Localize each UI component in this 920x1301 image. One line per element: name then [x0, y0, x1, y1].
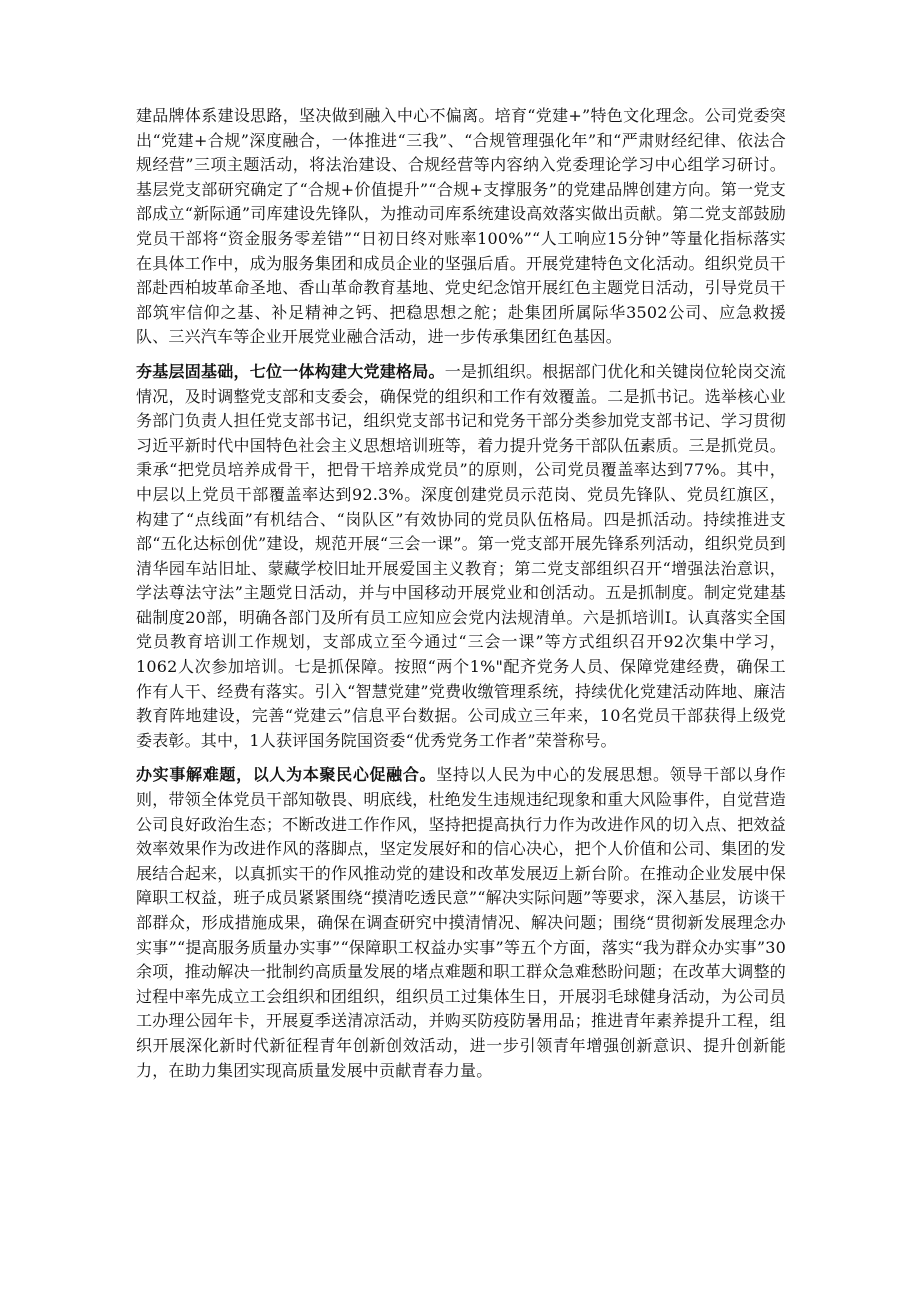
paragraph-text: 建品牌体系建设思路，坚决做到融入中心不偏离。培育“党建+”特色文化理念。公司党委突出“党建+合规”深度融合，一体推进“三我”、“合规管理强化年”和“严肃财经纪律、依法合规经营”三项主题活动，将法治建设、合规经营等内容纳入党委理论学习中心组学习研讨。基层党支部研究确定了“合规+价值提升”“合规+支撑服务”的党建品牌创建方向。第一党支部成立“新际通”司库建设先锋队，为推动司库系统建设高效落实做出贡献。第二党支部鼓励党员干部将“资金服务零差错”“日初日终对账率100%”“人工响应15分钟”等量化指标落实在具体工作中，成为服务集团和成员企业的坚强后盾。开展党建特色文化活动。组织党员干部赴西柏坡革命圣地、香山革命教育基地、党史纪念馆开展红色主题党日活动，引导党员干部筑牢信仰之基、补足精神之钙、把稳思想之舵；赴集团所属际华3502公司、应急救援队、三兴汽车等企业开展党业融合活动，进一步传承集团红色基因。: [136, 106, 786, 347]
paragraph-lead: 办实事解难题，以人为本聚民心促融合。: [136, 765, 437, 785]
paragraph-text: 坚持以人民为中心的发展思想。领导干部以身作则，带领全体党员干部知敬畏、明底线，杜绝发生违规违纪现象和重大风险事件，自觉营造公司良好政治生态；不断改进工作作风，坚持把提高执行力作为改进作风的切入点、把效益效率效果作为改进作风的落脚点，坚定发展好和的信心决心，把个人价值和公司、集团的发展结合起来，以真抓实干的作风推动党的建设和改革发展迈上新台阶。在推动企业发展中保障职工权益，班子成员紧紧围绕“摸清吃透民意”“解决实际问题”等要求，深入基层，访谈干部群众，形成措施成果，确保在调查研究中摸清情况、解决问题；围绕“贯彻新发展理念办实事”“提高服务质量办实事”“保障职工权益办实事”等五个方面，落实“我为群众办实事”30余项，推动解决一批制约高质量发展的堵点难题和职工群众急难愁盼问题；在改革大调整的过程中率先成立工会组织和团组织，组织员工过集体生日，开展羽毛球健身活动，为公司员工办理公园年卡，开展夏季送清凉活动，并购买防疫防暑用品；推进青年素养提升工程，组织开展深化新时代新征程青年创新创效活动，进一步引领青年增强创新意识、提升创新能力，在助力集团实现高质量发展中贡献青春力量。: [136, 765, 786, 1080]
paragraph-brand-building: [136, 104, 786, 350]
paragraph-grassroots: [136, 360, 786, 754]
paragraph-text: 一是抓组织。根据部门优化和关键岗位轮岗交流情况，及时调整党支部和支委会，确保党的组织和工作有效覆盖。二是抓书记。选举核心业务部门负责人担任党支部书记，组织党支部书记和党务干部分类参加党支部书记、学习贯彻习近平新时代中国特色社会主义思想培训班等，着力提升党务干部队伍素质。三是抓党员。秉承“把党员培养成骨干，把骨干培养成党员”的原则，公司党员覆盖率达到77%。其中，中层以上党员干部覆盖率达到92.3%。深度创建党员示范岗、党员先锋队、党员红旗区，构建了“点线面”有机结合、“岗队区”有效协同的党员队伍格局。四是抓活动。持续推进支部“五化达标创优”建设，规范开展“三会一课”。第一党支部开展先锋系列活动，组织党员到清华园车站旧址、蒙藏学校旧址开展爱国主义教育；第二党支部组织召开“增强法治意识，学法尊法守法”主题党日活动，并与中国移动开展党业和创活动。五是抓制度。制定党建基础制度20部，明确各部门及所有员工应知应会党内法规清单。六是抓培训Ⅰ。认真落实全国党员教育培训工作规划，支部成立至今通过“三会一课”等方式组织召开92次集中学习，1062人次参加培训。七是抓保障。按照“两个1%"配齐党务人员、保障党建经费，确保工作有人干、经费有落实。引入“智慧党建”党费收缴管理系统，持续优化党建活动阵地、廉洁教育阵地建设，完善“党建云”信息平台数据。公司成立三年来，10名党员干部获得上级党委表彰。其中，1人获评国务院国资委“优秀党务工作者”荣誉称号。: [136, 361, 786, 750]
paragraph-lead: 夯基层固基础，七位一体构建大党建格局。: [136, 361, 445, 381]
document-body: [136, 104, 786, 1093]
paragraph-practical-matters: [136, 763, 786, 1083]
